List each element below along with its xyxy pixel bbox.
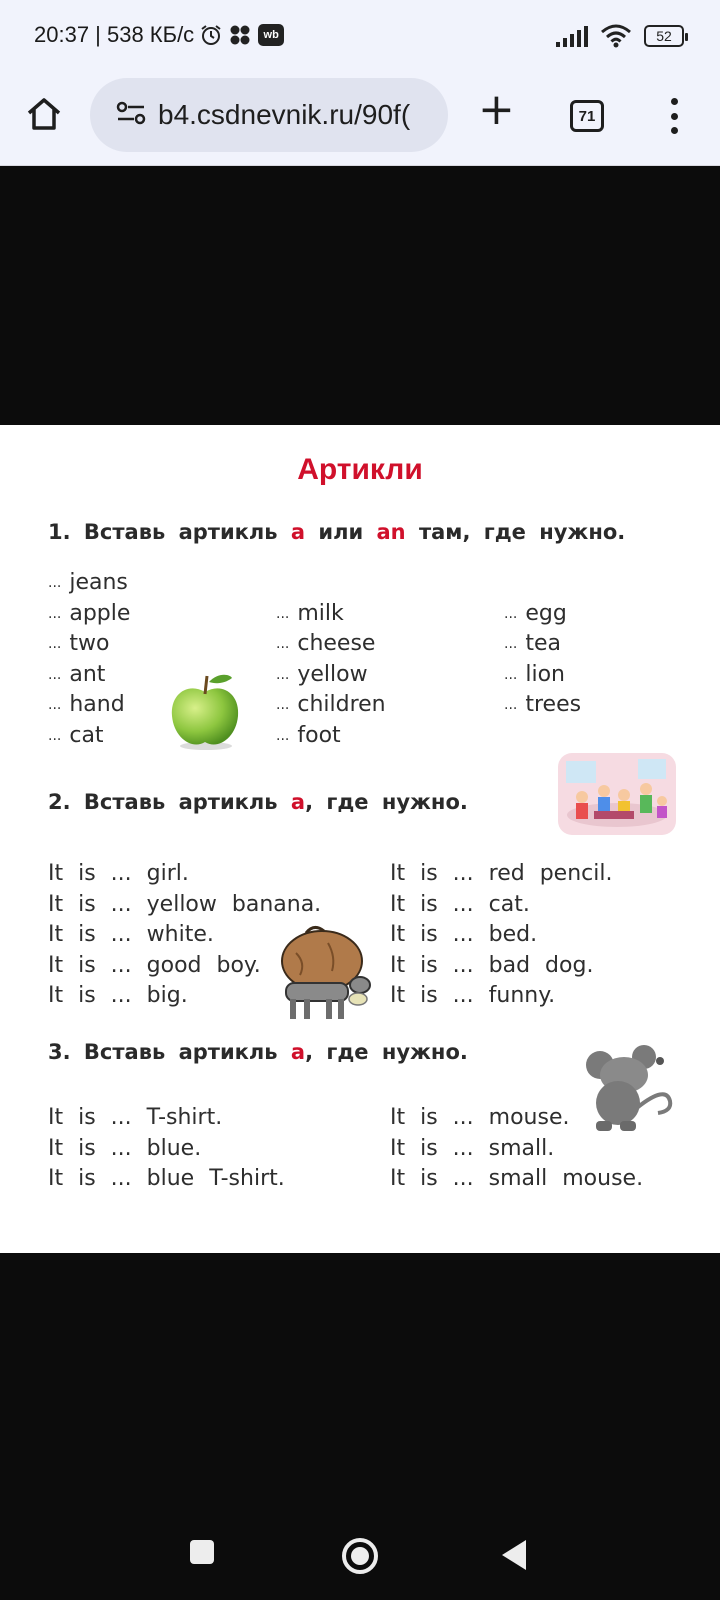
new-tab-button[interactable] xyxy=(478,84,515,135)
word-item xyxy=(48,601,130,626)
word-item xyxy=(504,601,567,626)
blank-dots: ... xyxy=(504,666,518,683)
word-item xyxy=(276,662,368,687)
sentence-item: It is ... blue. xyxy=(48,1135,202,1161)
sentence-item: It is ... white. xyxy=(48,922,214,948)
wifi-icon xyxy=(600,24,632,48)
status-bar xyxy=(0,0,720,70)
word-item xyxy=(276,601,344,626)
sentence-item: It is ... girl. xyxy=(48,861,189,886)
word-text: two xyxy=(69,631,110,657)
task2-heading: 2. Вставь артикль a, где нужно. xyxy=(48,790,468,814)
sentence-item: It is ... T-shirt. xyxy=(48,1105,223,1130)
word-item xyxy=(48,723,104,748)
sentence-item: It is ... blue T-shirt. xyxy=(48,1166,285,1192)
sentence-item: It is ... small mouse. xyxy=(390,1166,644,1192)
home-button[interactable] xyxy=(24,94,64,134)
word-item xyxy=(48,692,125,717)
mouse-illustration xyxy=(580,1045,676,1137)
status-left xyxy=(34,22,284,48)
word-item xyxy=(504,631,561,656)
worksheet-page xyxy=(0,425,720,1253)
word-item xyxy=(276,692,386,717)
word-text: apple xyxy=(69,600,131,626)
sentence-item: It is ... bad dog. xyxy=(390,952,594,978)
blank-dots: ... xyxy=(276,605,290,622)
sentence-item: It is ... good boy. xyxy=(48,952,261,978)
browser-toolbar xyxy=(0,70,720,166)
word-text: tea xyxy=(525,631,562,657)
sentence-item: It is ... red pencil. xyxy=(390,861,613,886)
task1-heading: 1. Вставь артикль a или an там, где нужно. xyxy=(48,520,626,544)
word-text: trees xyxy=(525,692,582,718)
blank-dots: ... xyxy=(504,697,518,714)
app-dots-icon xyxy=(228,24,252,46)
blank-dots: ... xyxy=(276,697,290,714)
battery-icon: 52 xyxy=(644,25,684,47)
children-illustration xyxy=(558,753,676,835)
donkey-illustration xyxy=(276,923,374,1023)
site-settings-icon[interactable] xyxy=(116,101,146,129)
word-text: lion xyxy=(525,661,565,687)
blank-dots: ... xyxy=(48,636,62,653)
word-text: jeans xyxy=(69,570,128,595)
word-text: hand xyxy=(69,692,125,718)
blank-dots: ... xyxy=(48,605,62,622)
blank-dots: ... xyxy=(48,666,62,683)
more-icon[interactable] xyxy=(664,96,684,136)
blank-dots: ... xyxy=(276,666,290,683)
nav-home-icon[interactable] xyxy=(342,1538,378,1574)
blank-dots: ... xyxy=(48,697,62,714)
word-text: foot xyxy=(297,723,341,748)
blank-dots: ... xyxy=(276,728,290,744)
sentence-item: It is ... bed. xyxy=(390,922,538,948)
sentence-item: It is ... yellow banana. xyxy=(48,891,322,917)
word-item xyxy=(504,692,581,717)
word-text: cat xyxy=(69,723,104,748)
url-bar[interactable] xyxy=(90,78,448,152)
word-item xyxy=(276,631,375,656)
url-text: b4.csdnevnik.ru/90f( xyxy=(158,99,411,130)
word-item xyxy=(276,723,341,748)
sentence-item: It is ... mouse. xyxy=(390,1105,570,1130)
tabs-button[interactable] xyxy=(570,100,604,132)
sentence-item: It is ... small. xyxy=(390,1135,555,1161)
word-item xyxy=(504,662,565,687)
blank-dots: ... xyxy=(48,575,62,591)
blank-dots: ... xyxy=(48,728,62,744)
wb-badge-icon: wb xyxy=(258,24,284,46)
sentence-item: It is ... cat. xyxy=(390,891,530,917)
word-text: cheese xyxy=(297,631,376,657)
signal-icon xyxy=(556,25,588,47)
task3-heading: 3. Вставь артикль a, где нужно. xyxy=(48,1040,468,1064)
home-icon xyxy=(24,94,64,134)
sentence-item: It is ... funny. xyxy=(390,983,556,1009)
word-text: egg xyxy=(525,600,567,626)
sentence-item: It is ... big. xyxy=(48,983,188,1009)
word-text: children xyxy=(297,692,386,718)
plus-icon: + xyxy=(478,84,515,135)
apple-illustration xyxy=(166,670,244,752)
status-right xyxy=(556,24,684,48)
word-text: milk xyxy=(297,600,344,626)
blank-dots: ... xyxy=(504,636,518,653)
tab-count: 71 xyxy=(578,107,596,125)
blank-dots: ... xyxy=(276,636,290,653)
word-item xyxy=(48,662,105,687)
worksheet-title: Артикли xyxy=(297,453,423,486)
word-item xyxy=(48,631,109,656)
blank-dots: ... xyxy=(504,605,518,622)
word-text: ant xyxy=(69,661,106,687)
word-text: yellow xyxy=(297,661,368,687)
nav-back-icon[interactable] xyxy=(502,1540,526,1570)
word-item xyxy=(48,570,128,595)
status-time-speed: 20:37 | 538 КБ/с xyxy=(34,22,195,47)
nav-recents-icon[interactable] xyxy=(190,1540,214,1564)
alarm-icon xyxy=(200,24,222,46)
